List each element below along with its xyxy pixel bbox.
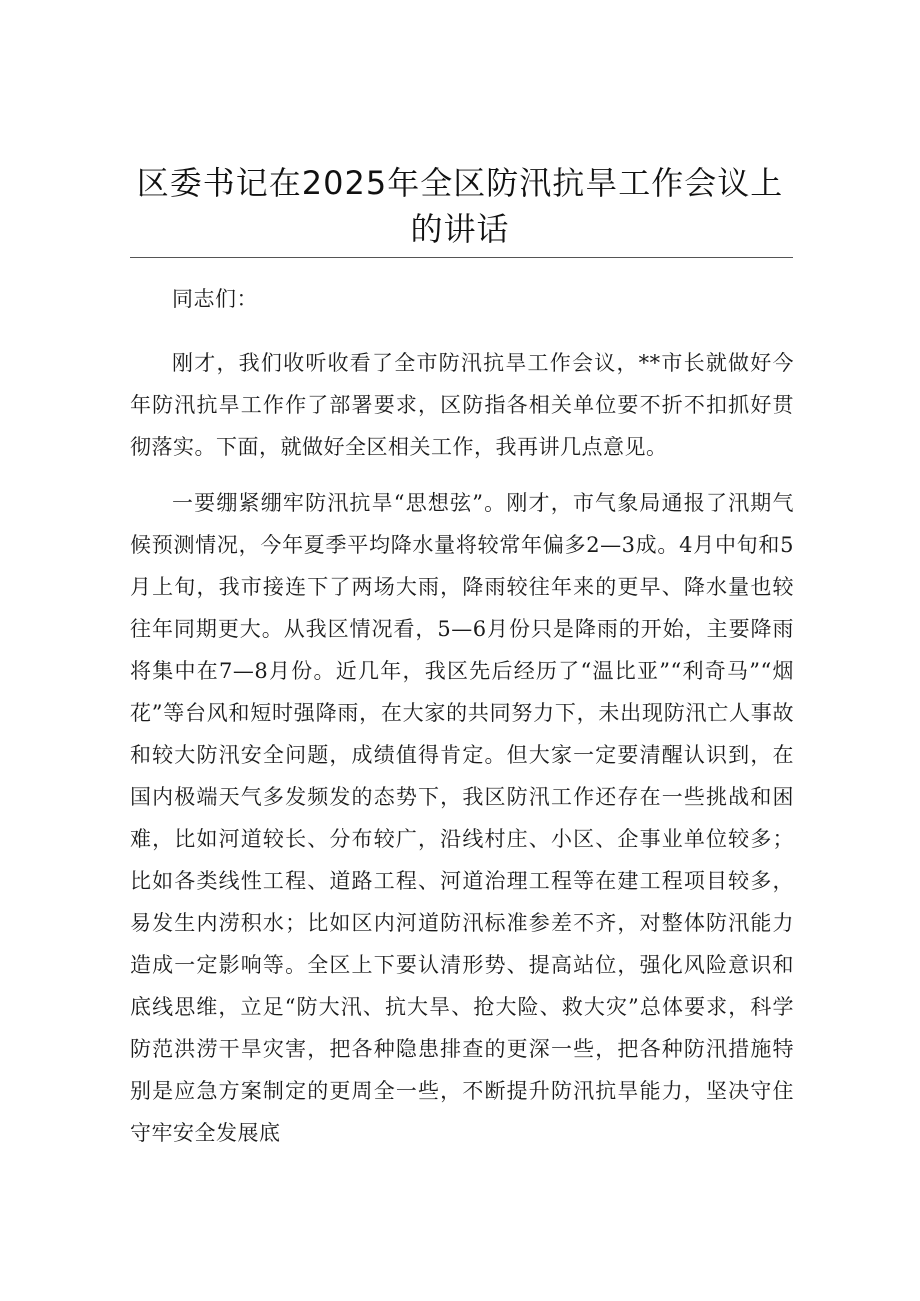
- document-body: [130, 278, 794, 1168]
- paragraph-intro: 刚才，我们收听收看了全市防汛抗旱工作会议，**市长就做好今年防汛抗旱工作作了部署要求，区防指各相关单位要不折不扣抓好贯彻落实。下面，就做好全区相关工作，我再讲几点意见。: [130, 351, 794, 459]
- title-divider: [130, 257, 793, 258]
- title-line-1: 区委书记在2025年全区防汛抗旱工作会议上: [136, 164, 784, 202]
- paragraph-point-one: 一要绷紧绷牢防汛抗旱“思想弦”。刚才，市气象局通报了汛期气候预测情况，今年夏季平均降水量将较常年偏多2—3成。4月中旬和5月上旬，我市接连下了两场大雨，降雨较往年来的更早、降水量也较往年同期更大。从我区情况看，5—6月份只是降雨的开始，主要降雨将集中在7—8月份。近几年，我区先后经历了“温比亚”“利奇马”“烟花”等台风和短时强降雨，在大家的共同努力下，未出现防汛亡人事故和较大防汛安全问题，成绩值得肯定。但大家一定要清醒认识到，在国内极端天气多发频发的态势下，我区防汛工作还存在一些挑战和困难，比如河道较长、分布较广，沿线村庄、小区、企事业单位较多；比如各类线性工程、道路工程、河道治理工程等在建工程项目较多，易发生内涝积水；比如区内河道防汛标准参差不齐，对整体防汛能力造成一定影响等。全区上下要认清形势、提高站位，强化风险意识和底线思维，立足“防大汛、抗大旱、抢大险、救大灾”总体要求，科学防范洪涝干旱灾害，把各种隐患排查的更深一些，把各种防汛措施特别是应急方案制定的更周全一些，不断提升防汛抗旱能力，坚决守住守牢安全发展底: [130, 491, 794, 1145]
- greeting: 同志们：: [172, 287, 258, 311]
- title-line-2: 的讲话: [410, 210, 510, 248]
- document-title: [130, 160, 790, 252]
